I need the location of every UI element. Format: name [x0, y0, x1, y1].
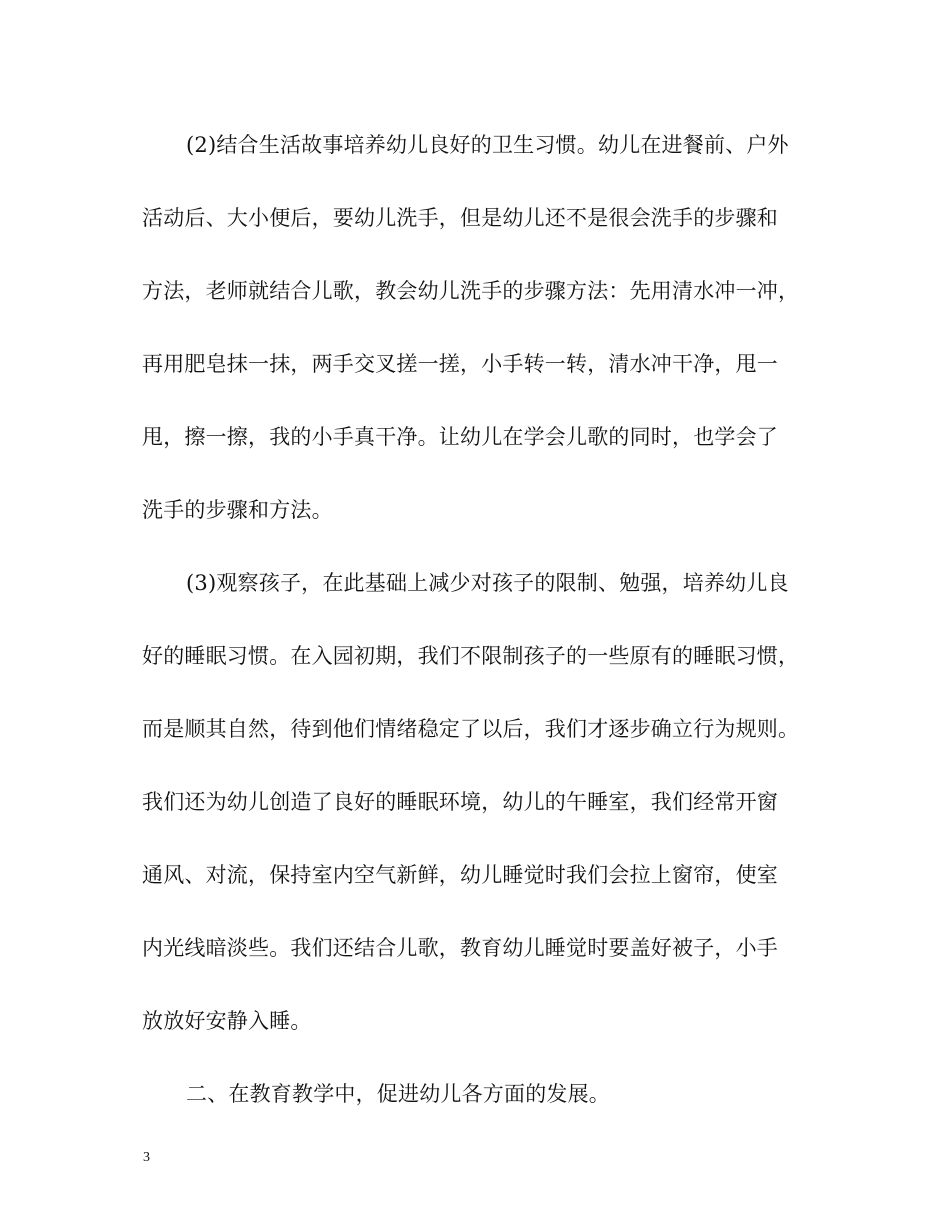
- paragraph-2-line-1: (3)观察孩子，在此基础上减少对孩子的限制、勉强，培养幼儿良: [186, 571, 789, 595]
- paragraph-1-line-6: 洗手的步骤和方法。: [142, 498, 333, 522]
- paragraph-1-line-3: 方法，老师就结合儿歌，教会幼儿洗手的步骤方法：先用清水冲一冲，: [142, 279, 800, 303]
- paragraph-2-line-2: 好的睡眠习惯。在入园初期，我们不限制孩子的一些原有的睡眠习惯，: [142, 644, 800, 668]
- paragraph-2-line-4: 我们还为幼儿创造了良好的睡眠环境，幼儿的午睡室，我们经常开窗: [142, 790, 778, 814]
- paragraph-1-line-2: 活动后、大小便后，要幼儿洗手，但是幼儿还不是很会洗手的步骤和: [142, 206, 778, 230]
- paragraph-1-line-4: 再用肥皂抹一抹，两手交叉搓一搓，小手转一转，清水冲干净，甩一: [142, 352, 778, 376]
- paragraph-1-line-1: (2)结合生活故事培养幼儿良好的卫生习惯。幼儿在进餐前、户外: [186, 133, 789, 157]
- page-number: 3: [143, 1150, 150, 1165]
- paragraph-1-line-5: 甩，擦一擦，我的小手真干净。让幼儿在学会儿歌的同时，也学会了: [142, 425, 778, 449]
- paragraph-2-line-3: 而是顺其自然，待到他们情绪稳定了以后，我们才逐步确立行为规则。: [142, 717, 800, 741]
- section-heading: 二、在教育教学中，促进幼儿各方面的发展。: [186, 1082, 610, 1106]
- paragraph-2-line-5: 通风、对流，保持室内空气新鲜，幼儿睡觉时我们会拉上窗帘，使室: [142, 863, 778, 887]
- paragraph-2-line-6: 内光线暗淡些。我们还结合儿歌，教育幼儿睡觉时要盖好被子，小手: [142, 936, 778, 960]
- paragraph-2-line-7: 放放好安静入睡。: [142, 1009, 312, 1033]
